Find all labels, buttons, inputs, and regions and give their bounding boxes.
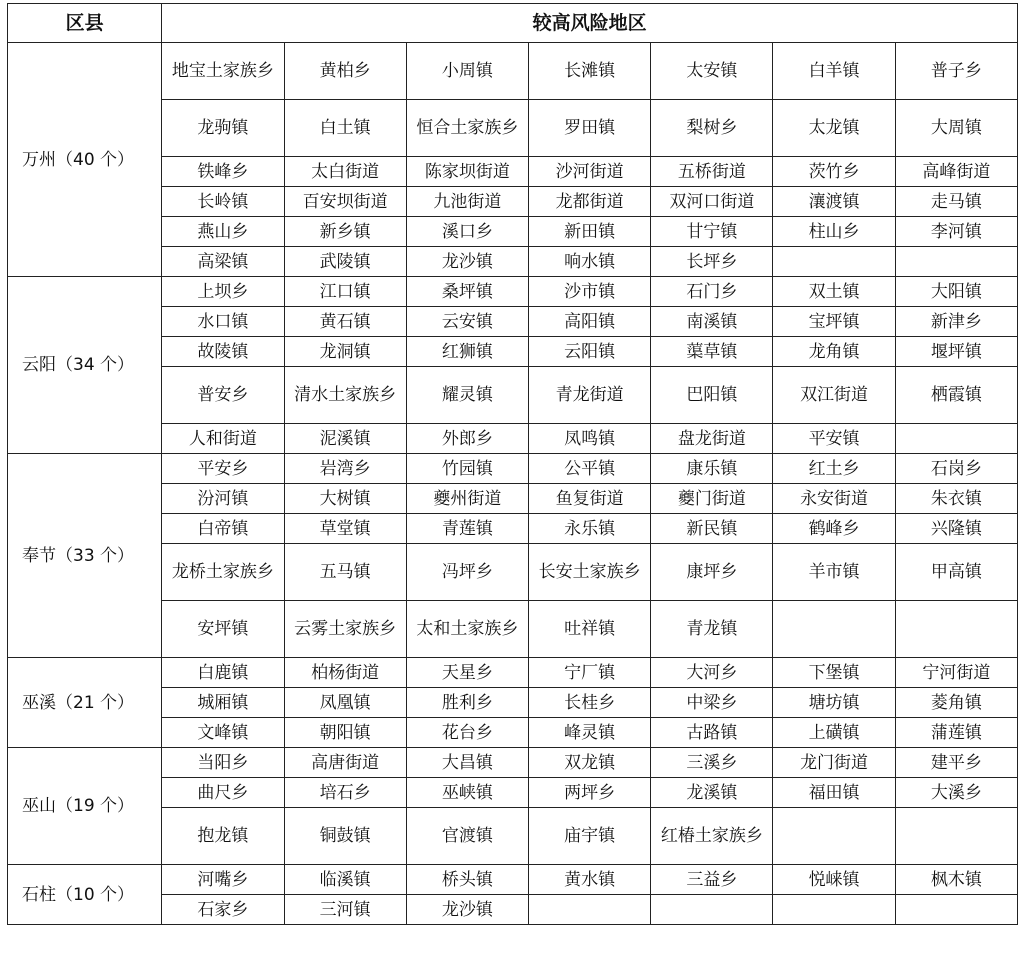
area-cell: 朝阳镇 [284,718,406,748]
area-cell: 康坪乡 [651,544,773,601]
area-cell: 龙沙镇 [406,895,528,925]
area-cell: 河嘴乡 [162,865,284,895]
area-cell: 永安街道 [773,484,895,514]
area-cell: 凤凰镇 [284,688,406,718]
header-county: 区县 [8,4,162,43]
area-cell: 黄石镇 [284,307,406,337]
area-cell: 枫木镇 [895,865,1017,895]
area-cell: 培石乡 [284,778,406,808]
area-cell: 青龙镇 [651,601,773,658]
area-cell: 瀼渡镇 [773,187,895,217]
area-cell: 高峰街道 [895,157,1017,187]
area-cell: 公平镇 [528,454,650,484]
area-cell: 夔州街道 [406,484,528,514]
area-cell: 新田镇 [528,217,650,247]
area-cell: 新津乡 [895,307,1017,337]
area-cell: 岩湾乡 [284,454,406,484]
area-cell: 太和土家族乡 [406,601,528,658]
area-cell: 曲尺乡 [162,778,284,808]
area-cell: 铁峰乡 [162,157,284,187]
area-cell: 小周镇 [406,43,528,100]
area-cell: 桑坪镇 [406,277,528,307]
table-row [8,43,1018,100]
area-cell: 百安坝街道 [284,187,406,217]
area-cell: 当阳乡 [162,748,284,778]
area-cell: 大阳镇 [895,277,1017,307]
area-cell [895,808,1017,865]
area-cell: 长桂乡 [528,688,650,718]
table-row [8,865,1018,895]
area-cell: 冯坪乡 [406,544,528,601]
area-cell: 上坝乡 [162,277,284,307]
area-cell: 溪口乡 [406,217,528,247]
area-cell: 大昌镇 [406,748,528,778]
area-cell: 盘龙街道 [651,424,773,454]
area-cell: 石门乡 [651,277,773,307]
area-cell: 云安镇 [406,307,528,337]
area-cell: 红土乡 [773,454,895,484]
area-cell: 地宝土家族乡 [162,43,284,100]
area-cell: 康乐镇 [651,454,773,484]
area-cell: 朱衣镇 [895,484,1017,514]
area-cell: 花台乡 [406,718,528,748]
area-cell: 高唐街道 [284,748,406,778]
area-cell: 燕山乡 [162,217,284,247]
area-cell: 双江街道 [773,367,895,424]
area-cell: 宁河街道 [895,658,1017,688]
area-cell: 南溪镇 [651,307,773,337]
area-cell: 大溪乡 [895,778,1017,808]
area-cell: 大河乡 [651,658,773,688]
area-cell: 黄柏乡 [284,43,406,100]
area-cell: 长滩镇 [528,43,650,100]
area-cell: 龙溪镇 [651,778,773,808]
area-cell: 外郎乡 [406,424,528,454]
area-cell: 响水镇 [528,247,650,277]
area-cell: 龙洞镇 [284,337,406,367]
area-cell: 龙门街道 [773,748,895,778]
area-cell [773,808,895,865]
area-cell: 鱼复街道 [528,484,650,514]
area-cell: 平安镇 [773,424,895,454]
area-cell [895,424,1017,454]
table-row [8,748,1018,778]
area-cell [651,895,773,925]
area-cell: 柏杨街道 [284,658,406,688]
area-cell: 普子乡 [895,43,1017,100]
area-cell: 水口镇 [162,307,284,337]
area-cell: 石岗乡 [895,454,1017,484]
area-cell: 茨竹乡 [773,157,895,187]
area-cell: 柱山乡 [773,217,895,247]
area-cell: 长坪乡 [651,247,773,277]
area-cell: 红狮镇 [406,337,528,367]
area-cell: 黄水镇 [528,865,650,895]
area-cell: 太白街道 [284,157,406,187]
area-cell: 白土镇 [284,100,406,157]
area-cell: 新民镇 [651,514,773,544]
area-cell: 两坪乡 [528,778,650,808]
area-cell: 普安乡 [162,367,284,424]
area-cell: 汾河镇 [162,484,284,514]
area-cell: 白鹿镇 [162,658,284,688]
area-cell: 宁厂镇 [528,658,650,688]
area-cell: 巫峡镇 [406,778,528,808]
table-header-row [8,4,1018,43]
area-cell: 三河镇 [284,895,406,925]
area-cell: 铜鼓镇 [284,808,406,865]
area-cell: 兴隆镇 [895,514,1017,544]
area-cell: 竹园镇 [406,454,528,484]
area-cell: 清水土家族乡 [284,367,406,424]
area-cell: 龙驹镇 [162,100,284,157]
header-areas: 较高风险地区 [162,4,1018,43]
area-cell: 大周镇 [895,100,1017,157]
area-cell: 抱龙镇 [162,808,284,865]
area-cell: 中梁乡 [651,688,773,718]
area-cell [773,895,895,925]
area-cell: 蕖草镇 [651,337,773,367]
table-row [8,454,1018,484]
area-cell: 云雾土家族乡 [284,601,406,658]
area-cell: 泥溪镇 [284,424,406,454]
area-cell: 太安镇 [651,43,773,100]
area-cell: 耀灵镇 [406,367,528,424]
area-cell: 龙桥土家族乡 [162,544,284,601]
area-cell: 永乐镇 [528,514,650,544]
area-cell: 官渡镇 [406,808,528,865]
area-cell: 甘宁镇 [651,217,773,247]
area-cell: 安坪镇 [162,601,284,658]
area-cell: 故陵镇 [162,337,284,367]
area-cell: 罗田镇 [528,100,650,157]
area-cell: 天星乡 [406,658,528,688]
area-cell: 甲高镇 [895,544,1017,601]
area-cell: 建平乡 [895,748,1017,778]
area-cell: 临溪镇 [284,865,406,895]
area-cell: 龙角镇 [773,337,895,367]
area-cell: 平安乡 [162,454,284,484]
area-cell: 五马镇 [284,544,406,601]
area-cell: 福田镇 [773,778,895,808]
area-cell: 夔门街道 [651,484,773,514]
county-cell: 云阳（34 个） [8,277,162,454]
area-cell: 沙河街道 [528,157,650,187]
area-cell: 青龙街道 [528,367,650,424]
area-cell: 梨树乡 [651,100,773,157]
area-cell: 青莲镇 [406,514,528,544]
area-cell [895,247,1017,277]
county-cell: 万州（40 个） [8,43,162,277]
area-cell: 吐祥镇 [528,601,650,658]
area-cell: 白羊镇 [773,43,895,100]
area-cell: 峰灵镇 [528,718,650,748]
area-cell: 云阳镇 [528,337,650,367]
area-cell: 长岭镇 [162,187,284,217]
area-cell [528,895,650,925]
area-cell: 三益乡 [651,865,773,895]
area-cell: 九池街道 [406,187,528,217]
area-cell: 城厢镇 [162,688,284,718]
area-cell: 草堂镇 [284,514,406,544]
area-cell: 高梁镇 [162,247,284,277]
area-cell [773,601,895,658]
area-cell: 新乡镇 [284,217,406,247]
area-cell: 李河镇 [895,217,1017,247]
area-cell: 古路镇 [651,718,773,748]
risk-area-table [7,3,1018,925]
area-cell: 江口镇 [284,277,406,307]
table-row [8,277,1018,307]
county-cell: 巫山（19 个） [8,748,162,865]
area-cell: 宝坪镇 [773,307,895,337]
area-cell: 悦崃镇 [773,865,895,895]
area-cell: 白帝镇 [162,514,284,544]
area-cell: 蒲莲镇 [895,718,1017,748]
area-cell: 菱角镇 [895,688,1017,718]
area-cell: 石家乡 [162,895,284,925]
area-cell: 文峰镇 [162,718,284,748]
area-cell: 人和街道 [162,424,284,454]
area-cell: 庙宇镇 [528,808,650,865]
area-cell: 巴阳镇 [651,367,773,424]
area-cell: 走马镇 [895,187,1017,217]
area-cell: 双土镇 [773,277,895,307]
area-cell: 堰坪镇 [895,337,1017,367]
area-cell [773,247,895,277]
area-cell: 胜利乡 [406,688,528,718]
area-cell: 塘坊镇 [773,688,895,718]
area-cell [895,601,1017,658]
area-cell: 五桥街道 [651,157,773,187]
area-cell: 大树镇 [284,484,406,514]
area-cell: 双河口街道 [651,187,773,217]
county-cell: 巫溪（21 个） [8,658,162,748]
area-cell: 下堡镇 [773,658,895,688]
area-cell: 羊市镇 [773,544,895,601]
county-cell: 石柱（10 个） [8,865,162,925]
area-cell: 龙沙镇 [406,247,528,277]
area-cell: 沙市镇 [528,277,650,307]
area-cell: 龙都街道 [528,187,650,217]
area-cell: 栖霞镇 [895,367,1017,424]
area-cell: 长安土家族乡 [528,544,650,601]
area-cell [895,895,1017,925]
area-cell: 上磺镇 [773,718,895,748]
area-cell: 陈家坝街道 [406,157,528,187]
area-cell: 高阳镇 [528,307,650,337]
area-cell: 桥头镇 [406,865,528,895]
county-cell: 奉节（33 个） [8,454,162,658]
area-cell: 恒合土家族乡 [406,100,528,157]
area-cell: 凤鸣镇 [528,424,650,454]
area-cell: 双龙镇 [528,748,650,778]
area-cell: 太龙镇 [773,100,895,157]
area-cell: 武陵镇 [284,247,406,277]
table-row [8,658,1018,688]
area-cell: 红椿土家族乡 [651,808,773,865]
area-cell: 鹤峰乡 [773,514,895,544]
area-cell: 三溪乡 [651,748,773,778]
